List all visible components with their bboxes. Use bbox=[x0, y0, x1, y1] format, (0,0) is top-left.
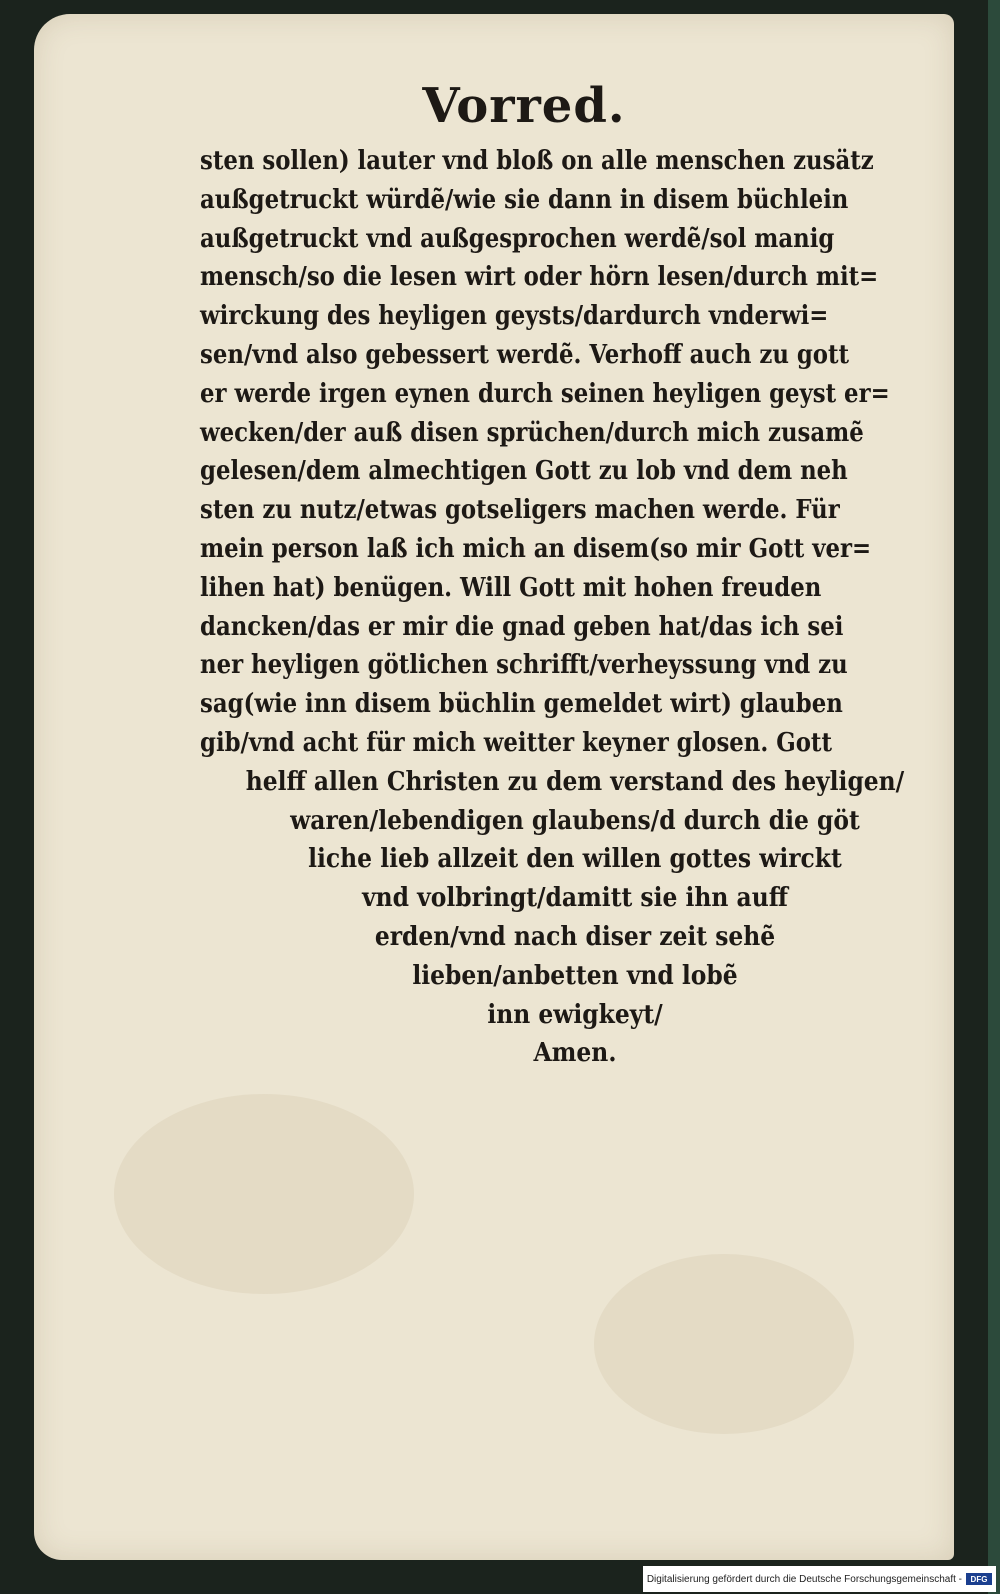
text-line: wecken/der auß disen sprüchen/durch mich zusamẽ bbox=[200, 417, 864, 448]
text-line: lihen hat) benügen. Will Gott mit hohen freuden bbox=[200, 572, 822, 603]
dfg-logo: DFG bbox=[966, 1573, 992, 1585]
text-line: vnd volbringt/damitt sie ihn auff bbox=[362, 883, 788, 914]
text-line: mensch/so die lesen wirt oder hörn lesen/durch mit= bbox=[200, 262, 879, 293]
text-line: helff allen Christen zu dem verstand des heyligen/ bbox=[245, 766, 905, 797]
text-line: sten zu nutz/etwas gotseligers machen werde. Für bbox=[200, 495, 840, 526]
text-line: liche lieb allzeit den willen gottes wirckt bbox=[308, 844, 842, 875]
text-line: erden/vnd nach diser zeit sehẽ bbox=[374, 921, 776, 952]
footer-credit: Digitalisierung gefördert durch die Deutsche Forschungsgemeinschaft - bbox=[646, 1573, 962, 1585]
book-page bbox=[34, 14, 954, 1560]
text-line: sten sollen) lauter vnd bloß on alle menschen zusätz bbox=[200, 146, 874, 176]
digitization-footer bbox=[643, 1566, 996, 1592]
text-line: gib/vnd acht für mich weitter keyner glosen. Gott bbox=[200, 727, 833, 758]
text-line: außgetruckt würdẽ/wie sie dann in disem büchlein bbox=[200, 184, 849, 215]
text-line: lieben/anbetten vnd lobẽ bbox=[412, 960, 738, 991]
text-line: inn ewigkeyt/ bbox=[487, 999, 663, 1030]
body-text bbox=[200, 142, 954, 1073]
text-line: Amen. bbox=[533, 1038, 617, 1069]
text-line: außgetruckt vnd außgesprochen werdẽ/sol manig bbox=[200, 223, 835, 254]
text-line: sen/vnd also gebessert werdẽ. Verhoff auch zu gott bbox=[200, 339, 850, 370]
paper-stain bbox=[114, 1094, 414, 1294]
text-line: wirckung des heyligen geysts/dardurch vnderwi= bbox=[200, 301, 829, 332]
text-line: waren/lebendigen glaubens/d durch die göt bbox=[290, 805, 860, 836]
text-line: ner heyligen götlichen schrifft/verheyssung vnd zu bbox=[200, 650, 848, 681]
page-heading: Vorred. bbox=[422, 78, 626, 134]
paper-stain bbox=[594, 1254, 854, 1434]
text-line: er werde irgen eynen durch seinen heyligen geyst er= bbox=[200, 378, 890, 409]
text-line: gelesen/dem almechtigen Gott zu lob vnd dem neh bbox=[200, 456, 848, 487]
text-line: sag(wie inn disem büchlin gemeldet wirt) glauben bbox=[200, 689, 843, 720]
text-line: dancken/das er mir die gnad geben hat/das ich sei bbox=[200, 611, 844, 642]
book-edge bbox=[988, 0, 1000, 1594]
text-line: mein person laß ich mich an disem(so mir Gott ver= bbox=[200, 533, 872, 564]
